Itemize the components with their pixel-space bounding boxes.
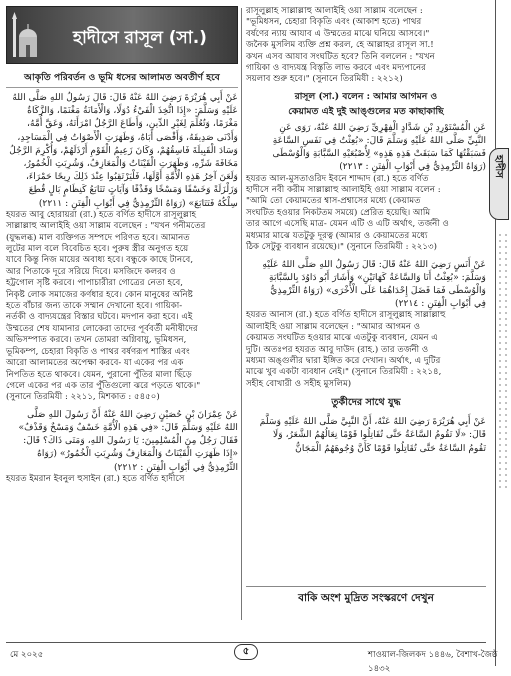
- hadith-2-bangla-start: হযরত ইমরান ইবনুল হুসাইন (রা.) হতে বর্ণিত হাদীসে: [6, 473, 185, 484]
- arabic-line: النَّبِيِّ صَلَّى اللهُ عَلَيْهِ وَسَلَّمَ قَالَ: «بُعِثْتُ فِي نَفَسِ السَّاعَةِ: [272, 135, 486, 147]
- footer-left-date: মে ২০২৫: [10, 650, 44, 660]
- arabic-line: وَسَلَّمَ: «بُعِثْتُ أَنَا وَالسَّاعَةُ كَهَاتَيْنِ» وَأَشَارَ أَبُو دَاوُدَ بِالسَّبَّابَةِ: [269, 271, 486, 283]
- right-column: [246, 6, 486, 626]
- arabic-line: فِي أَبْوَابِ الْفِتَنِ : ٢٢١٤): [395, 298, 486, 310]
- arabic-line: وَلَعَنَ آخِرُ هَذِهِ الْأُمَّةِ أَوَّلَهَا، فَلْيَرْتَقِبُوا عِنْدَ ذَلِكَ رِيحًا حَمْرَاءَ،: [25, 171, 238, 183]
- right-subheading-1: [246, 89, 486, 119]
- text-line: মধ্যমার মাঝে যতটুকু দূরত্ব (আমার ও কেয়ামতের মধ্যে: [246, 230, 428, 241]
- arabic-line: قَالَ: «لَا تَقُومُ السَّاعَةُ حَتَّى تُقَاتِلُوا قَوْمًا نِعَالُهُمُ الشَّعَرُ، وَلَا: [273, 429, 486, 441]
- text-line: কেয়ামত সংঘটিত হওয়ার মাঝে এতটুকু ব্যবধান, যেমন এ: [246, 333, 438, 344]
- text-line: আর পিতাকে দূরে সরিয়ে দিবে। মসজিদে কলরব ও: [6, 266, 176, 277]
- text-line: অভিসম্পাত করবে। তখন তোমরা অগ্নিবায়ু, ভূমিধসন,: [6, 335, 187, 346]
- arabic-line: فَسَبَقْتُهَا كَمَا سَبَقَتْ هَذِهِ هَذِهِ» لِأُصْبُعَيْهِ السَّبَّابَةِ وَالْوُسْطَى: [272, 148, 486, 160]
- side-decoration: [489, 0, 511, 666]
- hadith-5-arabic: [246, 415, 486, 455]
- text-line: উম্মতের শেষ যামানার লোকেরা তাদের পূর্ববর্তী মনীষীদের: [6, 323, 198, 334]
- text-line: যাবে কিন্তু নিজ মায়ের অবাধ্য হবে। বন্ধুকে কাছে টানবে,: [6, 255, 194, 266]
- left-column: [6, 6, 238, 626]
- section-badge: [489, 148, 509, 220]
- arabic-line: وَسَادَ الْقَبِيلَةَ فَاسِقُهُمْ، وَكَانَ زَعِيمُ الْقَوْمِ أَرْذَلَهُمْ، وَأُكْرِمَ الرَّجُلُ: [9, 144, 238, 156]
- hadith-3-arabic: [246, 121, 486, 174]
- text-line: নর্তকী ও বাদ্যযন্ত্রের বিস্তার ঘটবে। মদপান করা হবে। এই: [6, 312, 193, 323]
- arabic-line: سِلْكُهُ فَتَتَابَعَ» (رَوَاهُ التِّرْمِذِيُّ فِي أَبْوَابِ الْفِتَنِ : ٢٢١١): [38, 197, 238, 209]
- arabic-line: التِّرْمِذِيُّ فِي أَبْوَابِ الْفِتَنِ : ٢٢١٢): [113, 461, 238, 473]
- text-line: বর্ষণের ন্যায় আযাব এ উম্মতের মাঝে ঘনিয়ে আসবে।": [246, 28, 430, 39]
- text-line: হট্টগোল সৃষ্টি করবে। পাপাচারীরা গোত্রের নেতা হবে,: [6, 278, 183, 289]
- arabic-line: مَغْرَمًا، وَتُعُلِّمَ لِغَيْرِ الدِّينِ، وَأَطَاعَ الرَّجُلُ امْرَأَتَهُ، وَعَقَّ أُمَّهُ،: [27, 118, 238, 130]
- text-line: গেলে একের পর এক তার পুঁতিগুলো ঝরে পড়তে থাকে।": [6, 380, 201, 391]
- arabic-line: مَخَافَةَ شَرِّهِ، وَظَهَرَتِ الْقَيْنَاتُ وَالْمَعَازِفُ، وَشُرِبَتِ الْخُمُورُ،: [23, 158, 238, 170]
- arabic-line: عَنْ أَنَسٍ رَضِيَ اللهُ عَنْهُ قَالَ: قَالَ رَسُولُ اللهِ صَلَّى اللهُ عَلَيْهِ: [262, 258, 486, 270]
- text-line: মাঝে খুব একটা ব্যবধান নেই।" (সুনানে তিরমিযী : ২২১৪,: [246, 367, 442, 378]
- subheading-line: কেয়ামত এই দুই আঙ্গুলের মত কাছাকাছি: [288, 105, 444, 117]
- text-line: তার আগে এসেছি মাত্র- যেমন এটি ও এটি অর্থাৎ, তর্জনী ও: [246, 219, 449, 230]
- text-line: সয়লাব শুরু হবে।" (সুনানে তিরমিযী : ২২১২): [246, 74, 403, 85]
- footer-rule: [6, 642, 486, 643]
- page-title: হাদীসে রাসূল (সা.): [73, 28, 207, 48]
- arabic-line: وَالْوُسْطَى فَمَا فَضَلَ إِحْدَاهُمَا عَلَى الْأُخْرَى» (رَوَاهُ التِّرْمِذِيُّ: [270, 284, 486, 296]
- text-line: আলাইহি ওয়া সাল্লাম বলেছেন : "আমার আগমন ও: [246, 321, 421, 332]
- text-line: হযরত আবু হোরায়রা (রা.) হতে বর্ণিত হাদীসে রাসূলুল্লাহ: [6, 209, 197, 220]
- text-line: হতে বাঁচার জন্য তাকে সম্মান দেখানো হবে। গায়িকা-: [6, 301, 183, 312]
- text-line: নিকৃষ্ট লোক সমাজের কর্ণধার হবে। কোন মানুষের অনিষ্ট: [6, 289, 193, 300]
- arabic-line: وَزَلْزَلَةً وَخَسْفًا وَمَسْخًا وَقَذْفًا وَآيَاتٍ تَتَابَعُ كَنِظَامٍ بَالٍ قُطِعَ: [28, 184, 238, 196]
- column-separator: [241, 8, 242, 620]
- footer-right-date: শাওয়াল-জিলকদ ১৪৪৬, বৈশাখ-জৈষ্ঠ ১৪৩২: [368, 650, 498, 674]
- arabic-line: تَقُومُ السَّاعَةُ حَتَّى تُقَاتِلُوا قَوْمًا كَأَنَّ وُجُوهَهُمُ الْمَجَانُّ: [295, 442, 486, 454]
- side-rule: [495, 0, 496, 666]
- page-number: ৫: [234, 644, 258, 660]
- hadith-3-bangla: [246, 174, 486, 254]
- hadith-1-arabic: [6, 91, 238, 210]
- text-line: ভূমিকম্প, চেহারা বিকৃতি ও পাথর বর্ষণরূপ শাস্তির এবং: [6, 346, 190, 357]
- text-line: নিপতিত হতে থাকবে। যেমন, পুরানো পুঁতির মালা ছিঁড়ে: [6, 369, 192, 380]
- arabic-line: «إِذَا ظَهَرَتِ الْقَيْنَاتُ وَالْمَعَازِفُ وَشُرِبَتِ الْخُمُورُ» (رَوَاهُ: [37, 448, 238, 460]
- arabic-line: (رَوَاهُ التِّرْمِذِيُّ فِي أَبْوَابِ الْفِتَنِ : ٢٢١٣): [339, 161, 486, 173]
- page-footer: [0, 632, 511, 674]
- arabic-line: وَأَدْنَى صَدِيقَهُ، وَأَقْصَى أَبَاهُ، وَظَهَرَتِ الْأَصْوَاتُ فِي الْمَسَاجِدِ،: [17, 131, 238, 143]
- arabic-line: عَنِ الْمُسْتَوْرِدِ بْنِ شَدَّادٍ الْفِهْرِيِّ رَضِيَ اللهُ عَنْهُ، رَوَى عَنِ: [279, 121, 486, 133]
- text-line: "আমি তো কেয়ামতের শ্বাস-প্রশ্বাসের মধ্যে (কেয়ামত: [246, 196, 421, 207]
- arabic-line: عَنْ أَبِي هُرَيْرَةَ رَضِيَ اللهُ عَنْهُ قَالَ: قَالَ رَسُولُ اللهِ صَلَّى اللهُ: [12, 92, 238, 103]
- text-line: মধ্যমা অঙ্গুলীর দ্বারা ইঙ্গিত করে দেখান। অর্থাৎ, এ দুটির: [246, 355, 441, 366]
- text-line: গায়িকা ও বাদ্যযন্ত্র বিস্তৃতি লাভ করবে এবং মদ্যপানের: [246, 63, 426, 74]
- hadith-1-bangla: [6, 210, 238, 404]
- text-line: জনৈক মুসলিম ব্যক্তি প্রশ্ন করল, হে আল্লাহর রাসূল সা.!: [246, 40, 434, 51]
- text-line: লুটের মাল বলে বিবেচিত হবে। পুরুষ স্ত্রীর অনুগত হয়ে: [6, 244, 189, 255]
- text-line: কখন এসব আযাব সংঘটিত হবে? তিনি বললেন : "যখন: [246, 51, 435, 62]
- arabic-line: اللهُ عَلَيْهِ وَسَلَّمَ قَالَ: «فِي هَذِهِ الْأُمَّةِ خَسْفٌ وَمَسْخٌ وَقَذْفٌ»: [18, 421, 238, 433]
- section-badge-label: হাদীস: [493, 155, 504, 178]
- text-line: হযরত আনাস (রা.) হতে বর্ণিত হাদীসে রাসূলুল্লাহ সাল্লাল্লাহু: [246, 310, 446, 321]
- text-line: হাদীসে নবী করীম সাল্লাল্লাহু আলাইহি ওয়া সাল্লাম বলেন :: [246, 185, 441, 196]
- hadith-4-bangla: [246, 310, 486, 390]
- text-line: দুটি। অতঃপর হযরত আবু দাউদ (রাহ.) তার তর্জনী ও: [246, 344, 429, 355]
- text-line: সহীহ বোখারী ও সহীহ মুসলিম): [246, 378, 352, 389]
- text-line: ঠিক সেটুকু ব্যবধান রয়েছে)।" (সুনানে তিরমিযী : ২২১৩): [246, 242, 437, 253]
- text-line: সংঘটিত হওয়ার নিকটতম সময়ে) প্রেরিত হয়েছি। আমি: [246, 207, 431, 218]
- subheading-line: রাসূল (সা.) বলেন : আমার আগমন ও: [294, 90, 438, 102]
- text-line: সাল্লাল্লাহু আলাইহি ওয়া সাল্লাম বলেছেন : "যখন গনীমতের: [6, 221, 206, 232]
- hadith-4-arabic: [246, 258, 486, 311]
- hadith-2-arabic: [6, 408, 238, 474]
- arabic-line: فَقَالَ رَجُلٌ مِنَ الْمُسْلِمِينَ: يَا رَسُولَ اللهِ، وَمَتَى ذَاكَ؟ قَالَ:: [23, 435, 238, 447]
- text-line: "ভূমিধসন, চেহারা বিকৃতি এবং (আকাশ হতে) পাথর: [246, 17, 422, 28]
- continuation-note: বাকি অংশ মুদ্রিত সংস্করণে দেখুন: [246, 586, 486, 608]
- text-line: হযরত আল-মুসতাওরিদ ইবনে শাদ্দাদ (রা.) হতে বর্ণিত: [246, 173, 429, 184]
- left-subheading: আকৃতি পরিবর্তন ও ভূমি ধসের আলামত অবতীর্ণ হবে: [6, 70, 238, 88]
- text-line: (সুনানে তিরমিযী : ২২১১, মিশকাত : ৫৪৫০): [6, 392, 160, 403]
- right-subheading-2: তুর্কীদের সাথে যুদ্ধ: [331, 397, 401, 409]
- arabic-line: عَلَيْهِ وَسَلَّمَ: «إِذَا اتُّخِذَ الْفَيْءُ دُوَلًا، وَالْأَمَانَةُ مَغْنَمًا، وَالزَّكَاةُ: [27, 105, 238, 117]
- arabic-line: عَنْ عِمْرَانَ بْنِ حُصَيْنٍ رَضِيَ اللهُ عَنْهُ أَنَّ رَسُولَ اللهِ صَلَّى: [27, 408, 238, 420]
- title-banner: [6, 6, 238, 64]
- hadith-2-continuation: [246, 6, 486, 86]
- text-line: রাসূলুল্লাহ সাল্লাল্লাহু আলাইহি ওয়া সাল্লাম বলেছেন :: [246, 6, 423, 16]
- text-line: আরো আলামতের অপেক্ষা করবে- যা একের পর এক: [6, 358, 184, 369]
- mosque-icon: [11, 11, 39, 59]
- arabic-line: عَنْ أَبِي هُرَيْرَةَ رَضِيَ اللهُ عَنْهُ، أَنَّ النَّبِيَّ صَلَّى اللهُ عَلَيْهِ وَسَلَّمَ: [259, 416, 486, 428]
- text-line: (যুদ্ধলব্ধ) মাল ব্যক্তিগত সম্পদে পরিণত হবে। আমানত: [6, 232, 190, 243]
- side-dot-pattern: [497, 232, 507, 492]
